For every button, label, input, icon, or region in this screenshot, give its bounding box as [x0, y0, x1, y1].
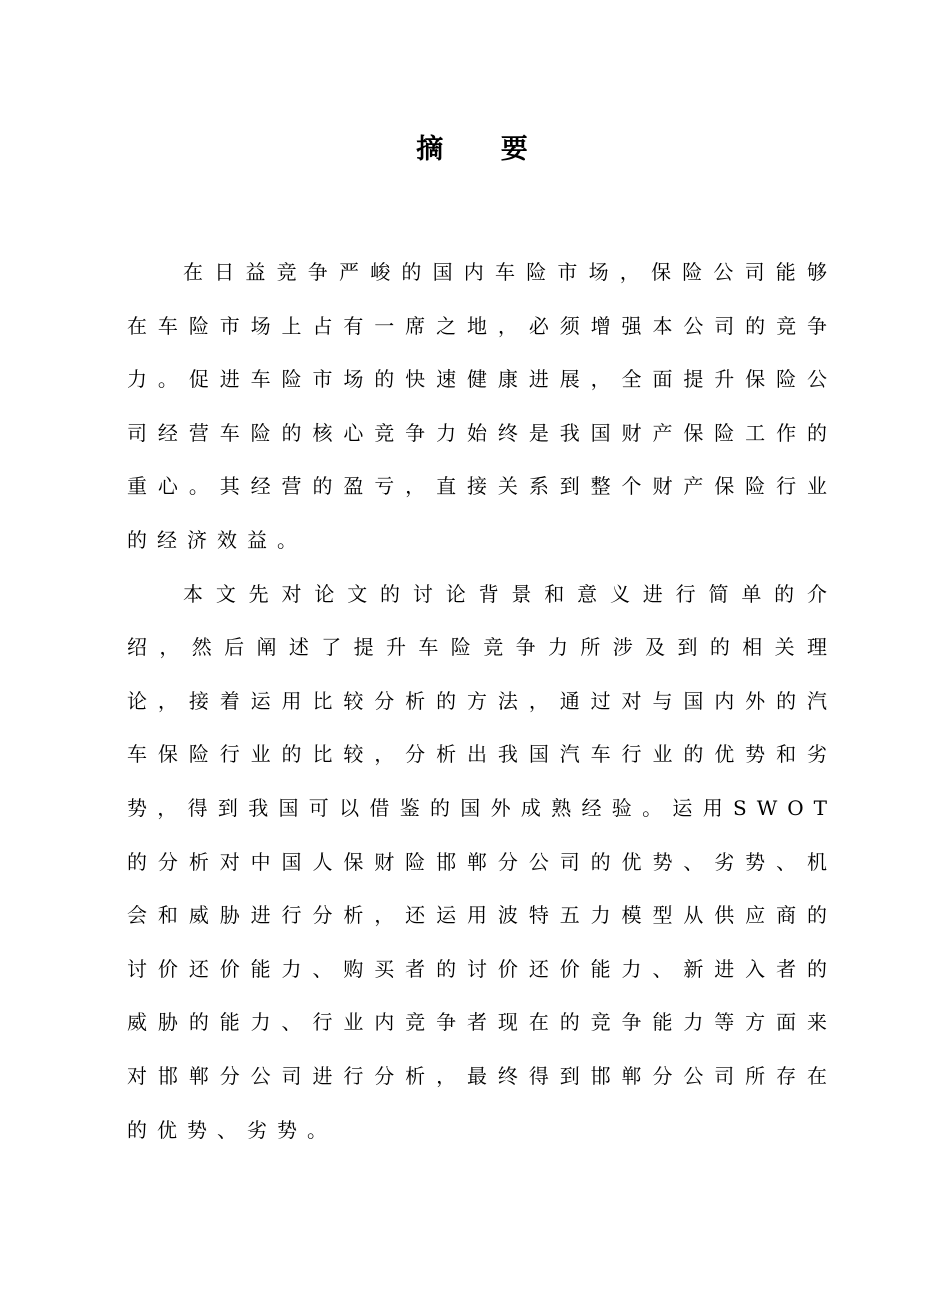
abstract-paragraph-1: 在日益竞争严峻的国内车险市场，保险公司能够在车险市场上占有一席之地，必须增强本公司的竞争力。促进车险市场的快速健康进展，全面提升保险公司经营车险的核心竞争力始终是我国财产保险工作的重心。其经营的盈亏，直接关系到整个财产保险行业的经济效益。 [127, 260, 837, 552]
abstract-body [127, 246, 837, 1157]
page-title: 摘 要 [416, 134, 552, 165]
abstract-paragraph-2: 本文先对论文的讨论背景和意义进行简单的介绍，然后阐述了提升车险竞争力所涉及到的相关理论，接着运用比较分析的方法，通过对与国内外的汽车保险行业的比较，分析出我国汽车行业的优势和劣势，得到我国可以借鉴的国外成熟经验。运用SWOT的分析对中国人保财险邯郸分公司的优势、劣势、机会和威胁进行分析，还运用波特五力模型从供应商的讨价还价能力、购买者的讨价还价能力、新进入者的威胁的能力、行业内竞争者现在的竞争能力等方面来对邯郸分公司进行分析，最终得到邯郸分公司所存在的优势、劣势。 [127, 581, 837, 1142]
